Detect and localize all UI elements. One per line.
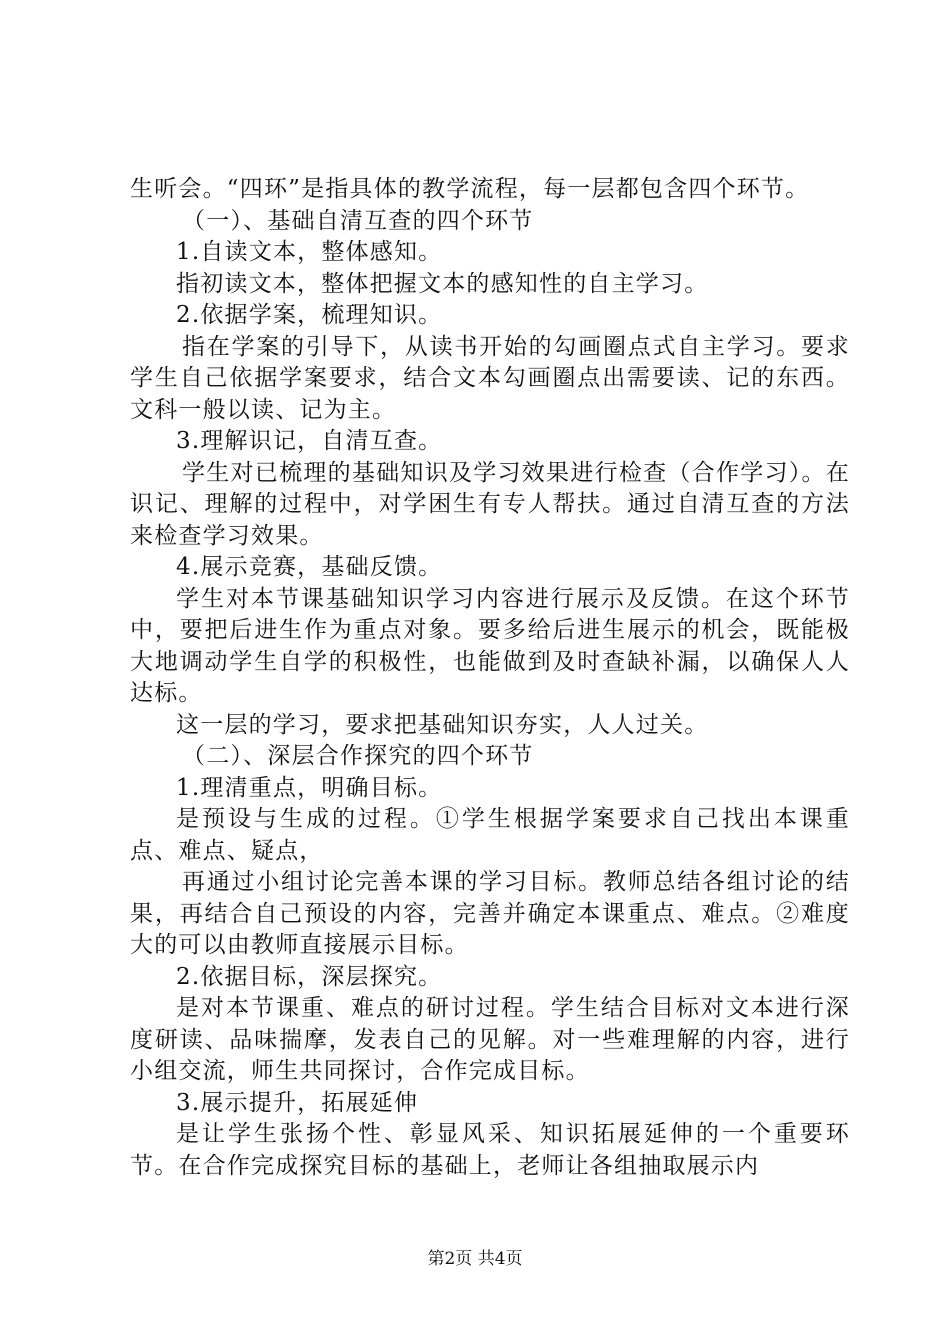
step-heading: 2.依据学案，梳理知识。 — [176, 302, 443, 328]
step-heading: 3.展示提升，拓展延伸 — [176, 1089, 419, 1116]
paragraph: 再通过小组讨论完善本课的学习目标。教师总结各组讨论的结果，再结合自己预设的内容，完善并确定本课重点、难点。②难度大的可以由教师直接展示目标。 — [130, 869, 850, 958]
document-body — [130, 174, 850, 1182]
step-heading: 1.自读文本，整体感知。 — [176, 239, 443, 265]
section-heading: （二）、深层合作探究的四个环节 — [182, 743, 534, 769]
paragraph: 指初读文本，整体把握文本的感知性的自主学习。 — [176, 270, 709, 297]
paragraph: 是预设与生成的过程。①学生根据学案要求自己找出本课重点、难点、疑点， — [130, 806, 850, 864]
paragraph: 指在学案的引导下，从读书开始的勾画圈点式自主学习。要求学生自己依据学案要求，结合文本勾画圈点出需要读、记的东西。文科一般以读、记为主。 — [130, 333, 850, 423]
step-heading: 4.展示竞赛，基础反馈。 — [176, 554, 443, 580]
paragraph: 这一层的学习，要求把基础知识夯实，人人过关。 — [176, 711, 709, 738]
section-heading: （一）、基础自清互查的四个环节 — [182, 207, 534, 234]
paragraph: 是对本节课重、难点的研讨过程。学生结合目标对文本进行深度研读、品味揣摩，发表自己的见解。对一些难理解的内容，进行小组交流，师生共同探讨，合作完成目标。 — [130, 995, 850, 1084]
paragraph: 学生对本节课基础知识学习内容进行展示及反馈。在这个环节中，要把后进生作为重点对象。要多给后进生展示的机会，既能极大地调动学生自学的积极性，也能做到及时查缺补漏，以确保人人达标。 — [130, 585, 850, 706]
paragraph: 学生对已梳理的基础知识及学习效果进行检查（合作学习）。在识记、理解的过程中，对学困生有专人帮扶。通过自清互查的方法来检查学习效果。 — [130, 459, 850, 549]
page-number-footer: 第2页 共4页 — [427, 1249, 523, 1269]
paragraph: 是让学生张扬个性、彰显风采、知识拓展延伸的一个重要环节。在合作完成探究目标的基础上，老师让各组抽取展示内 — [130, 1121, 850, 1179]
step-heading: 2.依据目标，深层探究。 — [176, 963, 443, 990]
step-heading: 1.理清重点，明确目标。 — [176, 774, 443, 801]
paragraph: 生听会。“四环”是指具体的教学流程，每一层都包含四个环节。 — [130, 176, 810, 202]
step-heading: 3.理解识记，自清互查。 — [176, 428, 443, 454]
